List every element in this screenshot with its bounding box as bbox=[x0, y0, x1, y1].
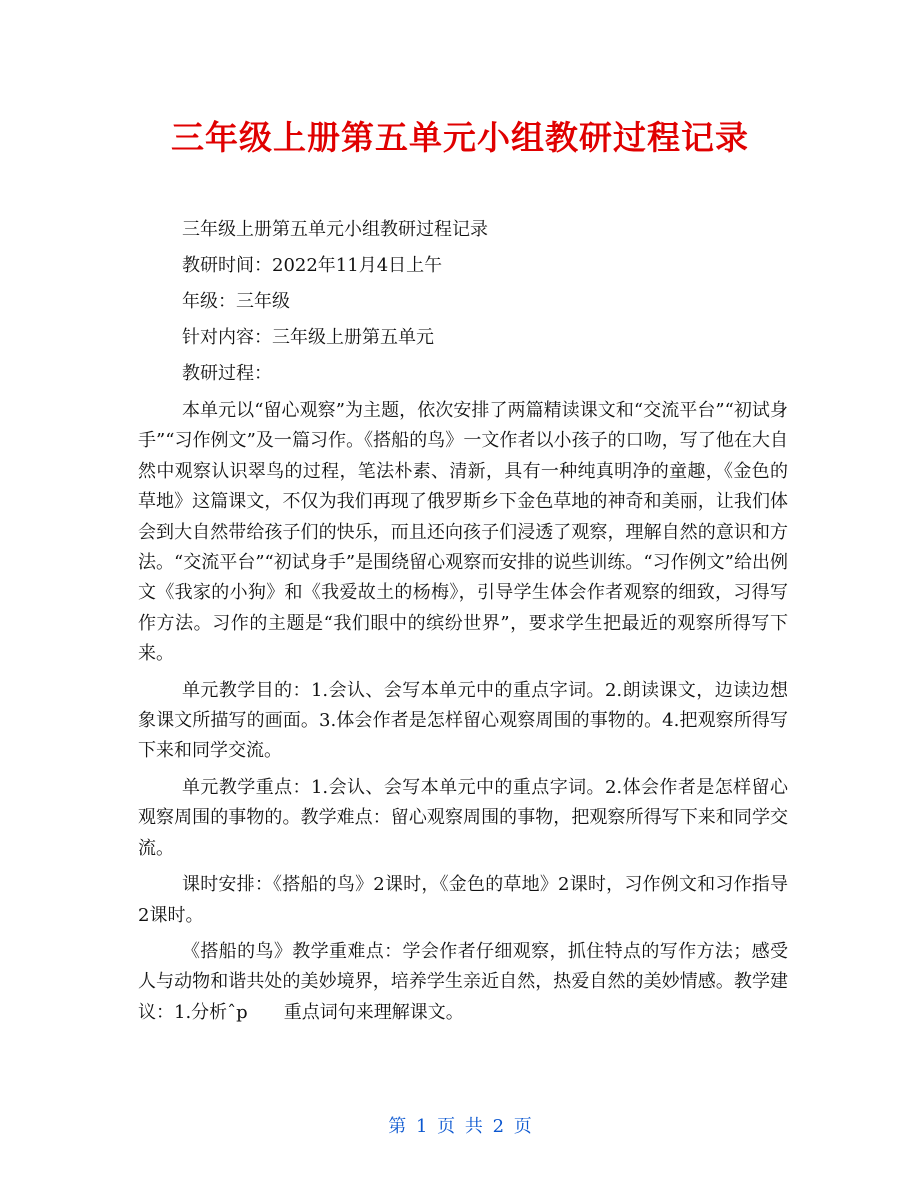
paragraph-key-points: 单元教学重点：1.会认、会写本单元中的重点字词。2.体会作者是怎样留心观察周围的事物的。教学难点：留心观察周围的事物，把观察所得写下来和同学交流。 bbox=[138, 776, 788, 859]
paragraph-teaching-goals: 单元教学目的：1.会认、会写本单元中的重点字词。2.朗读课文，边读边想象课文所描写的画面。3.体会作者是怎样留心观察周围的事物的。4.把观察所得写下来和同学交流。 bbox=[138, 679, 788, 762]
meta-grade: 年级：三年级 bbox=[182, 291, 290, 312]
document-body bbox=[138, 212, 788, 1028]
meta-date: 教研时间：2022年11月4日上午 bbox=[182, 255, 443, 276]
paragraph-lesson-focus: 《搭船的鸟》教学重难点：学会作者仔细观察，抓住特点的写作方法；感受人与动物和谐共处的美妙境界，培养学生亲近自然，热爱自然的美妙情感。教学建议：1.分析ˆp 重点词句来理解课文。 bbox=[138, 940, 788, 1023]
page-number-footer: 第 1 页 共 2 页 bbox=[388, 1116, 532, 1137]
meta-content: 针对内容：三年级上册第五单元 bbox=[182, 327, 434, 348]
meta-process: 教研过程： bbox=[182, 363, 272, 384]
paragraph-schedule: 课时安排：《搭船的鸟》2课时，《金色的草地》2课时，习作例文和习作指导2课时。 bbox=[138, 874, 788, 926]
paragraph-unit-overview: 本单元以“留心观察”为主题，依次安排了两篇精读课文和“交流平台”“初试身手”“习作例文”及一篇习作。《搭船的鸟》一文作者以小孩子的口吻，写了他在大自然中观察认识翠鸟的过程，笔法朴素、清新，具有一种纯真明净的童趣，《金色的草地》这篇课文，不仅为我们再现了俄罗斯乡下金色草地的神奇和美丽，让我们体会到大自然带给孩子们的快乐，而且还向孩子们浸透了观察，理解自然的意识和方法。“交流平台”“初试身手”是围绕留心观察而安排的说些训练。“习作例文”给出例文《我家的小狗》和《我爱故土的杨梅》，引导学生体会作者观察的细致，习得写作方法。习作的主题是“我们眼中的缤纷世界”，要求学生把最近的观察所得写下来。 bbox=[138, 400, 788, 665]
meta-heading: 三年级上册第五单元小组教研过程记录 bbox=[182, 219, 488, 240]
document-title: 三年级上册第五单元小组教研过程记录 bbox=[171, 118, 749, 157]
